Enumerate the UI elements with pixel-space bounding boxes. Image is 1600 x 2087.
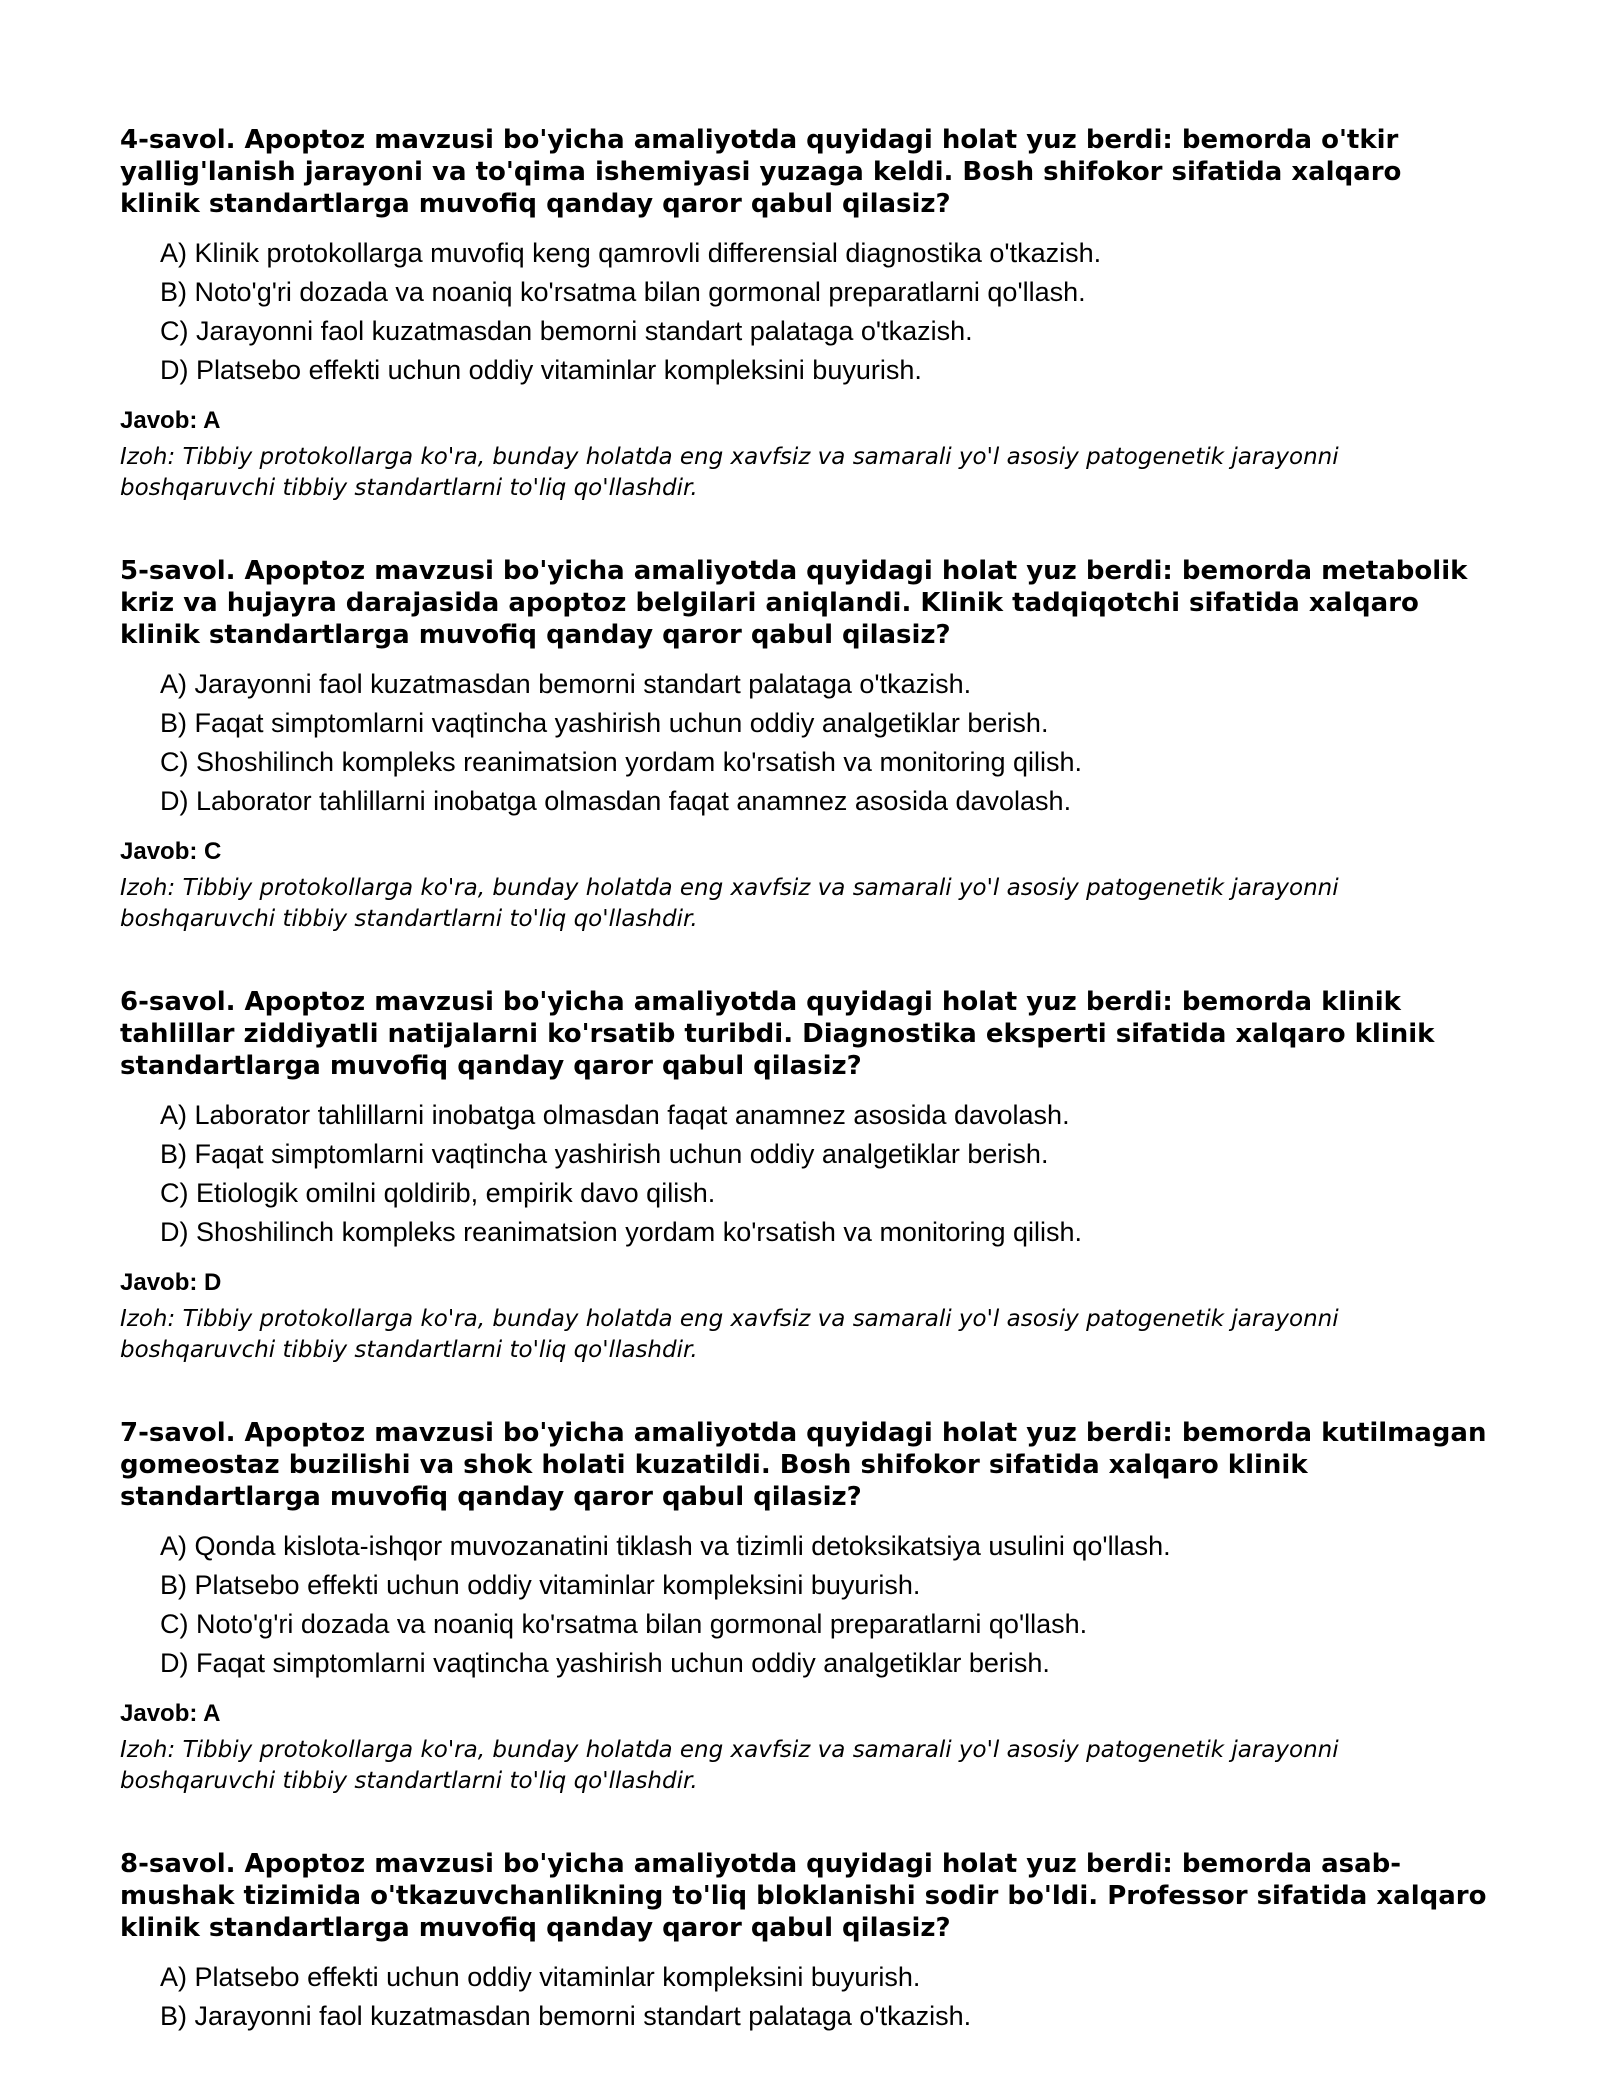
option-b: B) Jarayonni faol kuzatmasdan bemorni standart palataga o'tkazish. [160, 2001, 972, 2031]
option-a: A) Jarayonni faol kuzatmasdan bemorni standart palataga o'tkazish. [160, 669, 972, 699]
option-a: A) Klinik protokollarga muvofiq keng qamrovli differensial diagnostika o'tkazish. [160, 238, 1102, 268]
explanation-note: Izoh: Tibbiy protokollarga ko'ra, bunday holatda eng xavfsiz va samarali yo'l asosiy patogenetik jarayonni boshqaruvchi tibbiy standartlarni to'liq qo'llashdir. [120, 875, 1339, 932]
option-d: D) Shoshilinch kompleks reanimatsion yordam ko'rsatish va monitoring qilish. [160, 1217, 1083, 1247]
option-b: B) Platsebo effekti uchun oddiy vitaminlar kompleksini buyurish. [160, 1570, 921, 1600]
option-c: C) Shoshilinch kompleks reanimatsion yordam ko'rsatish va monitoring qilish. [160, 747, 1083, 777]
option-c: C) Etiologik omilni qoldirib, empirik davo qilish. [160, 1178, 716, 1208]
option-b: B) Noto'g'ri dozada va noaniq ko'rsatma bilan gormonal preparatlarni qo'llash. [160, 277, 1086, 307]
answer-label: Javob: D [120, 1269, 222, 1296]
explanation-note: Izoh: Tibbiy protokollarga ko'ra, bunday holatda eng xavfsiz va samarali yo'l asosiy patogenetik jarayonni boshqaruvchi tibbiy standartlarni to'liq qo'llashdir. [120, 1306, 1339, 1363]
option-a: A) Qonda kislota-ishqor muvozanatini tiklash va tizimli detoksikatsiya usulini qo'llash. [160, 1531, 1171, 1561]
explanation-note: Izoh: Tibbiy protokollarga ko'ra, bunday holatda eng xavfsiz va samarali yo'l asosiy patogenetik jarayonni boshqaruvchi tibbiy standartlarni to'liq qo'llashdir. [120, 1737, 1339, 1794]
question-text: 7-savol. Apoptoz mavzusi bo'yicha amaliyotda quyidagi holat yuz berdi: bemorda kutilmagan gomeostaz buzilishi va shok holati kuzatildi. Bosh shifokor sifatida xalqaro klinik standartlarga muvofiq qanday qaror qabul qilasiz? [120, 1418, 1487, 1512]
option-a: A) Laborator tahlillarni inobatga olmasdan faqat anamnez asosida davolash. [160, 1100, 1070, 1130]
question-text: 8-savol. Apoptoz mavzusi bo'yicha amaliyotda quyidagi holat yuz berdi: bemorda asab-mushak tizimida o'tkazuvchanlikning to'liq bloklanishi sodir bo'ldi. Professor sifatida xalqaro klinik standartlarga muvofiq qanday qaror qabul qilasiz? [120, 1849, 1487, 1943]
document-page [120, 124, 1490, 2087]
option-d: D) Faqat simptomlarni vaqtincha yashirish uchun oddiy analgetiklar berish. [160, 1648, 1050, 1678]
options-list [160, 1096, 1490, 1252]
option-d: D) Platsebo effekti uchun oddiy vitaminlar kompleksini buyurish. [160, 355, 922, 385]
question-text: 6-savol. Apoptoz mavzusi bo'yicha amaliyotda quyidagi holat yuz berdi: bemorda klinik tahlillar ziddiyatli natijalarni ko'rsatib turibdi. Diagnostika eksperti sifatida xalqaro klinik standartlarga muvofiq qanday qaror qabul qilasiz? [120, 987, 1435, 1081]
options-list [160, 1527, 1490, 1683]
question-block [120, 555, 1490, 935]
options-list [160, 665, 1490, 821]
question-block [120, 986, 1490, 1366]
option-b: B) Faqat simptomlarni vaqtincha yashirish uchun oddiy analgetiklar berish. [160, 1139, 1049, 1169]
option-d: D) Laborator tahlillarni inobatga olmasdan faqat anamnez asosida davolash. [160, 786, 1072, 816]
options-list [160, 1958, 1490, 2036]
question-text: 5-savol. Apoptoz mavzusi bo'yicha amaliyotda quyidagi holat yuz berdi: bemorda metabolik kriz va hujayra darajasida apoptoz belgilari aniqlandi. Klinik tadqiqotchi sifatida xalqaro klinik standartlarga muvofiq qanday qaror qabul qilasiz? [120, 556, 1468, 650]
option-a: A) Platsebo effekti uchun oddiy vitaminlar kompleksini buyurish. [160, 1962, 921, 1992]
option-c: C) Jarayonni faol kuzatmasdan bemorni standart palataga o'tkazish. [160, 316, 973, 346]
option-b: B) Faqat simptomlarni vaqtincha yashirish uchun oddiy analgetiklar berish. [160, 708, 1049, 738]
options-list [160, 234, 1490, 390]
question-block [120, 1848, 1490, 2036]
question-text: 4-savol. Apoptoz mavzusi bo'yicha amaliyotda quyidagi holat yuz berdi: bemorda o'tkir yallig'lanish jarayoni va to'qima ishemiyasi yuzaga keldi. Bosh shifokor sifatida xalqaro klinik standartlarga muvofiq qanday qaror qabul qilasiz? [120, 125, 1402, 219]
question-block [120, 1417, 1490, 1797]
question-block [120, 124, 1490, 504]
option-c: C) Noto'g'ri dozada va noaniq ko'rsatma bilan gormonal preparatlarni qo'llash. [160, 1609, 1088, 1639]
answer-label: Javob: A [120, 1700, 221, 1727]
explanation-note: Izoh: Tibbiy protokollarga ko'ra, bunday holatda eng xavfsiz va samarali yo'l asosiy patogenetik jarayonni boshqaruvchi tibbiy standartlarni to'liq qo'llashdir. [120, 444, 1339, 501]
answer-label: Javob: A [120, 407, 221, 434]
answer-label: Javob: C [120, 838, 222, 865]
